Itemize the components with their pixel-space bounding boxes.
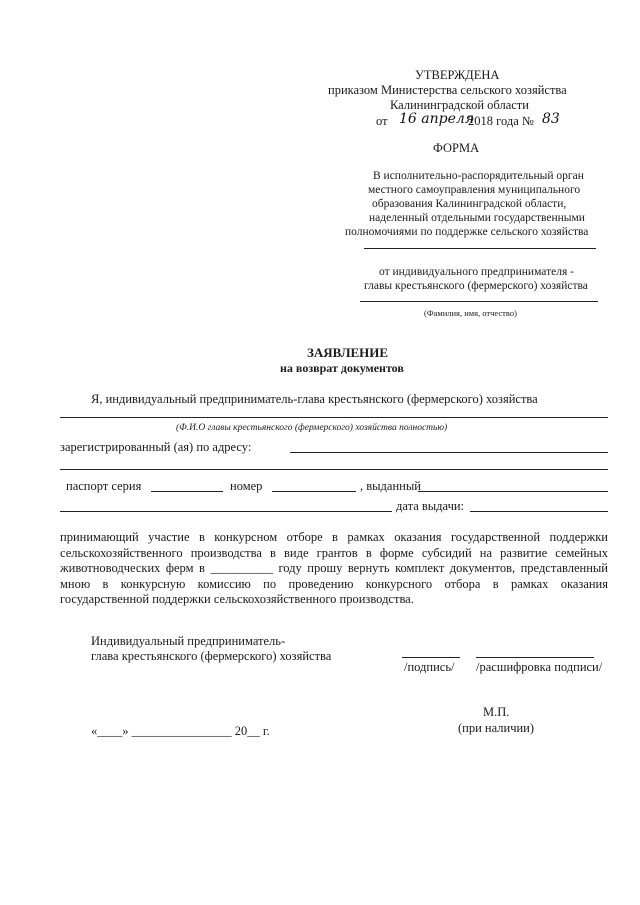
addressee-line-4: наделенный отдельными государственными (369, 212, 585, 224)
issued-by-line[interactable] (60, 511, 392, 512)
approval-line-1: приказом Министерства сельского хозяйства (328, 83, 567, 97)
paragraph-line-2: сельскохозяйственного производства в виде грантов в форме субсидий на развитие семейных (60, 545, 608, 560)
approval-number-handwritten: 83 (542, 111, 560, 127)
issue-date-label: дата выдачи: (396, 499, 465, 513)
signature-decode-caption: /расшифровка подписи/ (476, 660, 603, 674)
paragraph-line-1: принимающий участие в конкурсном отборе в рамках оказания государственной поддержки (60, 530, 608, 544)
paragraph-line-3: животноводческих ферм в __________ году прошу вернуть комплект документов, представленный (60, 561, 608, 575)
stamp-label: М.П. (483, 705, 510, 719)
fio-caption: (Ф.И.О главы крестьянского (фермерского) хозяйства полностью) (176, 423, 448, 433)
signature-decode-line[interactable] (476, 657, 594, 658)
addressee-line-5: полномочиями по поддержке сельского хозяйства (345, 226, 589, 238)
signer-role-line-2: глава крестьянского (фермерского) хозяйства (91, 649, 332, 663)
stamp-note: (при наличии) (458, 721, 535, 735)
approval-date-prefix: от (376, 114, 388, 128)
from-caption: (Фамилия, имя, отчество) (424, 308, 517, 318)
passport-number-line[interactable] (272, 491, 356, 492)
address-line-1[interactable] (290, 452, 608, 453)
passport-series-line[interactable] (151, 491, 223, 492)
approval-date-handwritten: 16 апреля (399, 111, 475, 127)
paragraph-line-4: мною в конкурсную комиссию по проведению конкурсного отбора в рамках оказания (60, 576, 608, 591)
approval-date-suffix: 2018 года № (468, 114, 534, 128)
form-label: ФОРМА (433, 141, 480, 155)
addressee-line-2: местного самоуправления муниципального (368, 184, 581, 196)
addressee-line-1: В исполнительно-распорядительный орган (373, 170, 584, 182)
addressee-blank-line[interactable] (364, 248, 596, 249)
passport-series-label: паспорт серия (66, 479, 142, 493)
address-line-2[interactable] (60, 469, 608, 470)
signature-caption: /подпись/ (404, 660, 455, 674)
approval-title: УТВЕРЖДЕНА (415, 68, 500, 82)
from-line-1: от индивидуального предпринимателя - (379, 266, 574, 278)
from-line-2: главы крестьянского (фермерского) хозяйства (364, 280, 588, 292)
issue-date-line[interactable] (470, 511, 608, 512)
document-title: ЗАЯВЛЕНИЕ (307, 345, 389, 360)
addressee-line-3: образования Калининградской области, (372, 198, 567, 210)
signer-role-line-1: Индивидуальный предприниматель- (91, 634, 286, 648)
paragraph-line-5: государственной поддержки сельскохозяйственного производства. (60, 592, 414, 606)
approval-line-2: Калининградской области (390, 98, 529, 112)
issued-line[interactable] (418, 491, 608, 492)
issued-label: , выданный (360, 479, 421, 493)
date-line[interactable]: «____» ________________ 20__ г. (91, 724, 270, 738)
document-subtitle: на возврат документов (280, 361, 404, 375)
signature-line[interactable] (402, 657, 460, 658)
request-paragraph (60, 530, 608, 608)
registered-label: зарегистрированный (ая) по адресу: (60, 440, 252, 454)
passport-number-label: номер (230, 479, 263, 493)
from-name-line[interactable] (360, 301, 598, 302)
intro-text: Я, индивидуальный предприниматель-глава крестьянского (фермерского) хозяйства (91, 392, 538, 406)
fio-line[interactable] (60, 417, 608, 418)
